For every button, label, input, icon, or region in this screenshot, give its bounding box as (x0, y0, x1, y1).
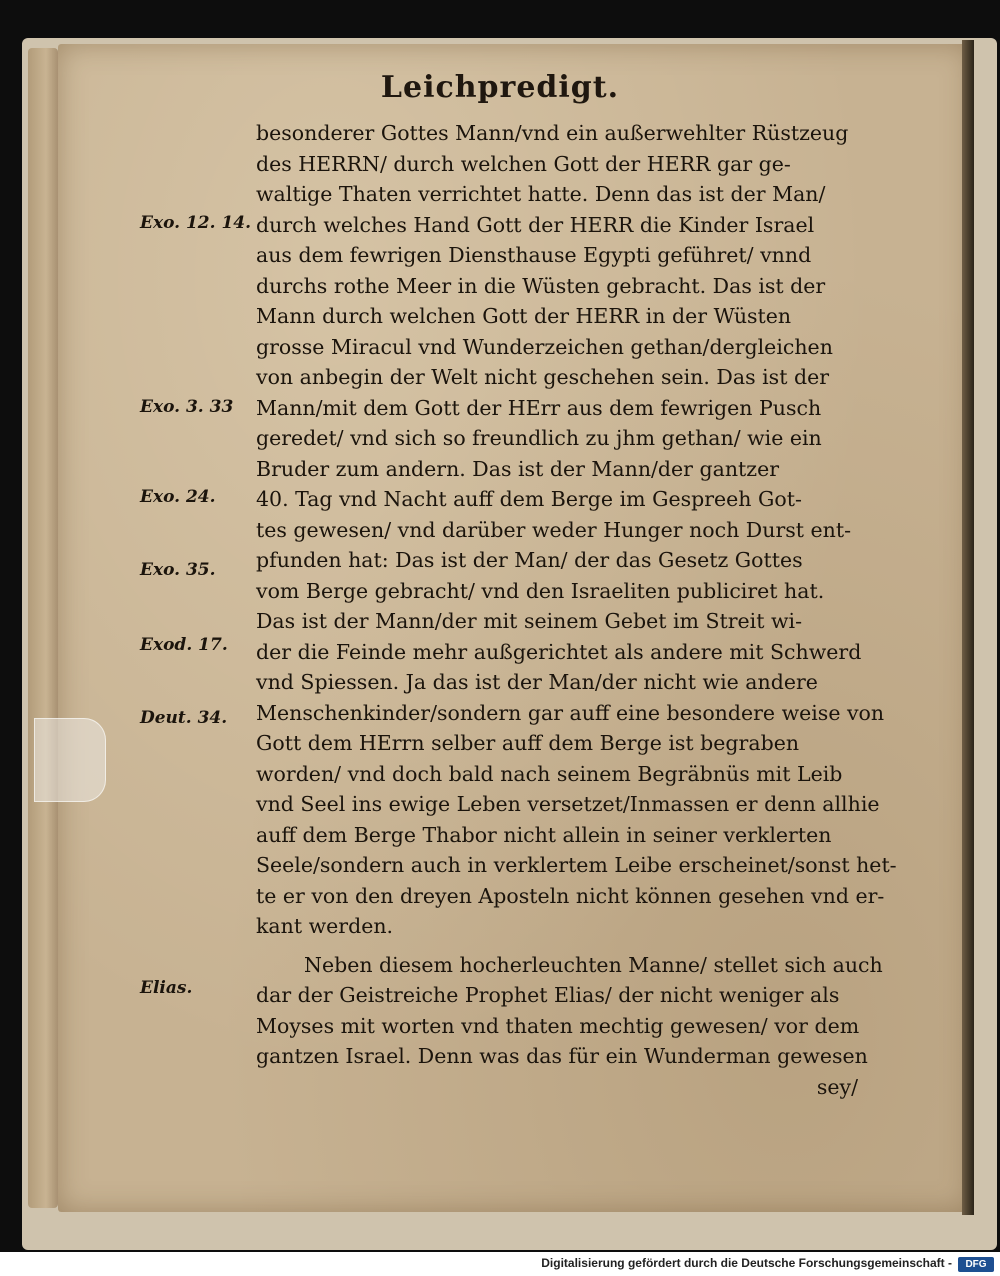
text-line: aus dem fewrigen Diensthause Egypti geführet/ vnnd (256, 243, 812, 267)
text-line: besonderer Gottes Mann/vnd ein außerwehlter Rüstzeug (256, 121, 849, 145)
marginal-note: Exod. 17. (140, 635, 228, 655)
marginal-note: Exo. 24. (140, 487, 216, 507)
text-line: te er von den dreyen Aposteln nicht können gesehen vnd er- (256, 883, 885, 908)
main-text (256, 118, 897, 1102)
text-line: worden/ vnd doch bald nach seinem Begräbnüs mit Leib (256, 761, 843, 786)
funding-credit: Digitalisierung gefördert durch die Deutsche Forschungsgemeinschaft - (541, 1256, 952, 1270)
text-line: vnd Spiessen. Ja das ist der Man/der nicht wie andere (256, 670, 818, 694)
marginal-note: Elias. (140, 978, 193, 998)
text-line: Bruder zum andern. Das ist der Mann/der gantzer (256, 456, 780, 481)
text-line: Menschenkinder/sondern gar auff eine besondere weise von (256, 700, 885, 725)
running-head: Leichpredigt. (380, 70, 620, 105)
text-line: Das ist der Mann/der mit seinem Gebet im Streit wi- (256, 609, 803, 633)
text-line: des HERRN/ durch welchen Gott der HERR gar ge- (256, 151, 791, 176)
marginal-note: Exo. 12. 14. (140, 213, 252, 233)
text-line: durch welches Hand Gott der HERR die Kinder Israel (256, 212, 815, 237)
text-line: Mann durch welchen Gott der HERR in der Wüsten (256, 304, 792, 328)
text-line: Seele/sondern auch in verklertem Leibe erscheinet/sonst het- (256, 853, 897, 877)
footer-bar (0, 1254, 1000, 1276)
text-line: waltige Thaten verrichtet hatte. Denn das ist der Man/ (256, 182, 826, 206)
text-line: 40. Tag vnd Nacht auff dem Berge im Gespreeh Got- (256, 487, 802, 511)
page-clip (34, 718, 106, 802)
marginal-note: Exo. 3. 33 (140, 397, 234, 417)
marginal-note: Exo. 35. (140, 560, 216, 580)
text-line: pfunden hat: Das ist der Man/ der das Gesetz Gottes (256, 548, 803, 572)
text-line: von anbegin der Welt nicht geschehen sein. Das ist der (256, 365, 829, 389)
text-line: Moyses mit worten vnd thaten mechtig gewesen/ vor dem (256, 1013, 860, 1038)
text-line: Gott dem HErrn selber auff dem Berge ist begraben (256, 731, 800, 755)
text-line: dar der Geistreiche Prophet Elias/ der nicht weniger als (256, 983, 840, 1007)
text-line: grosse Miracul vnd Wunderzeichen gethan/dergleichen (256, 334, 833, 359)
text-line: gantzen Israel. Denn was das für ein Wunderman gewesen (256, 1044, 868, 1068)
text-line: auff dem Berge Thabor nicht allein in seiner verklerten (256, 822, 832, 847)
text-line: Mann/mit dem Gott der HErr aus dem fewrigen Pusch (256, 395, 822, 420)
dfg-logo-icon[interactable]: DFG (958, 1257, 994, 1272)
text-line: kant werden. (256, 914, 394, 938)
page-stack-edge (28, 48, 58, 1208)
text-line: vom Berge gebracht/ vnd den Israeliten publiciret hat. (256, 578, 825, 603)
paragraph-gap (256, 942, 876, 950)
gutter-shadow (962, 40, 974, 1215)
text-line: Neben diesem hocherleuchten Manne/ stellet sich auch (304, 952, 883, 977)
catchword: sey/ (816, 1074, 858, 1099)
text-line: geredet/ vnd sich so freundlich zu jhm gethan/ wie ein (256, 426, 822, 450)
text-line: tes gewesen/ vnd darüber weder Hunger noch Durst ent- (256, 517, 852, 542)
text-line: durchs rothe Meer in die Wüsten gebracht. Das ist der (256, 273, 826, 298)
text-line: vnd Seel ins ewige Leben versetzet/Inmassen er denn allhie (256, 792, 880, 816)
text-line: der die Feinde mehr außgerichtet als andere mit Schwerd (256, 639, 862, 664)
marginal-note: Deut. 34. (140, 708, 228, 728)
